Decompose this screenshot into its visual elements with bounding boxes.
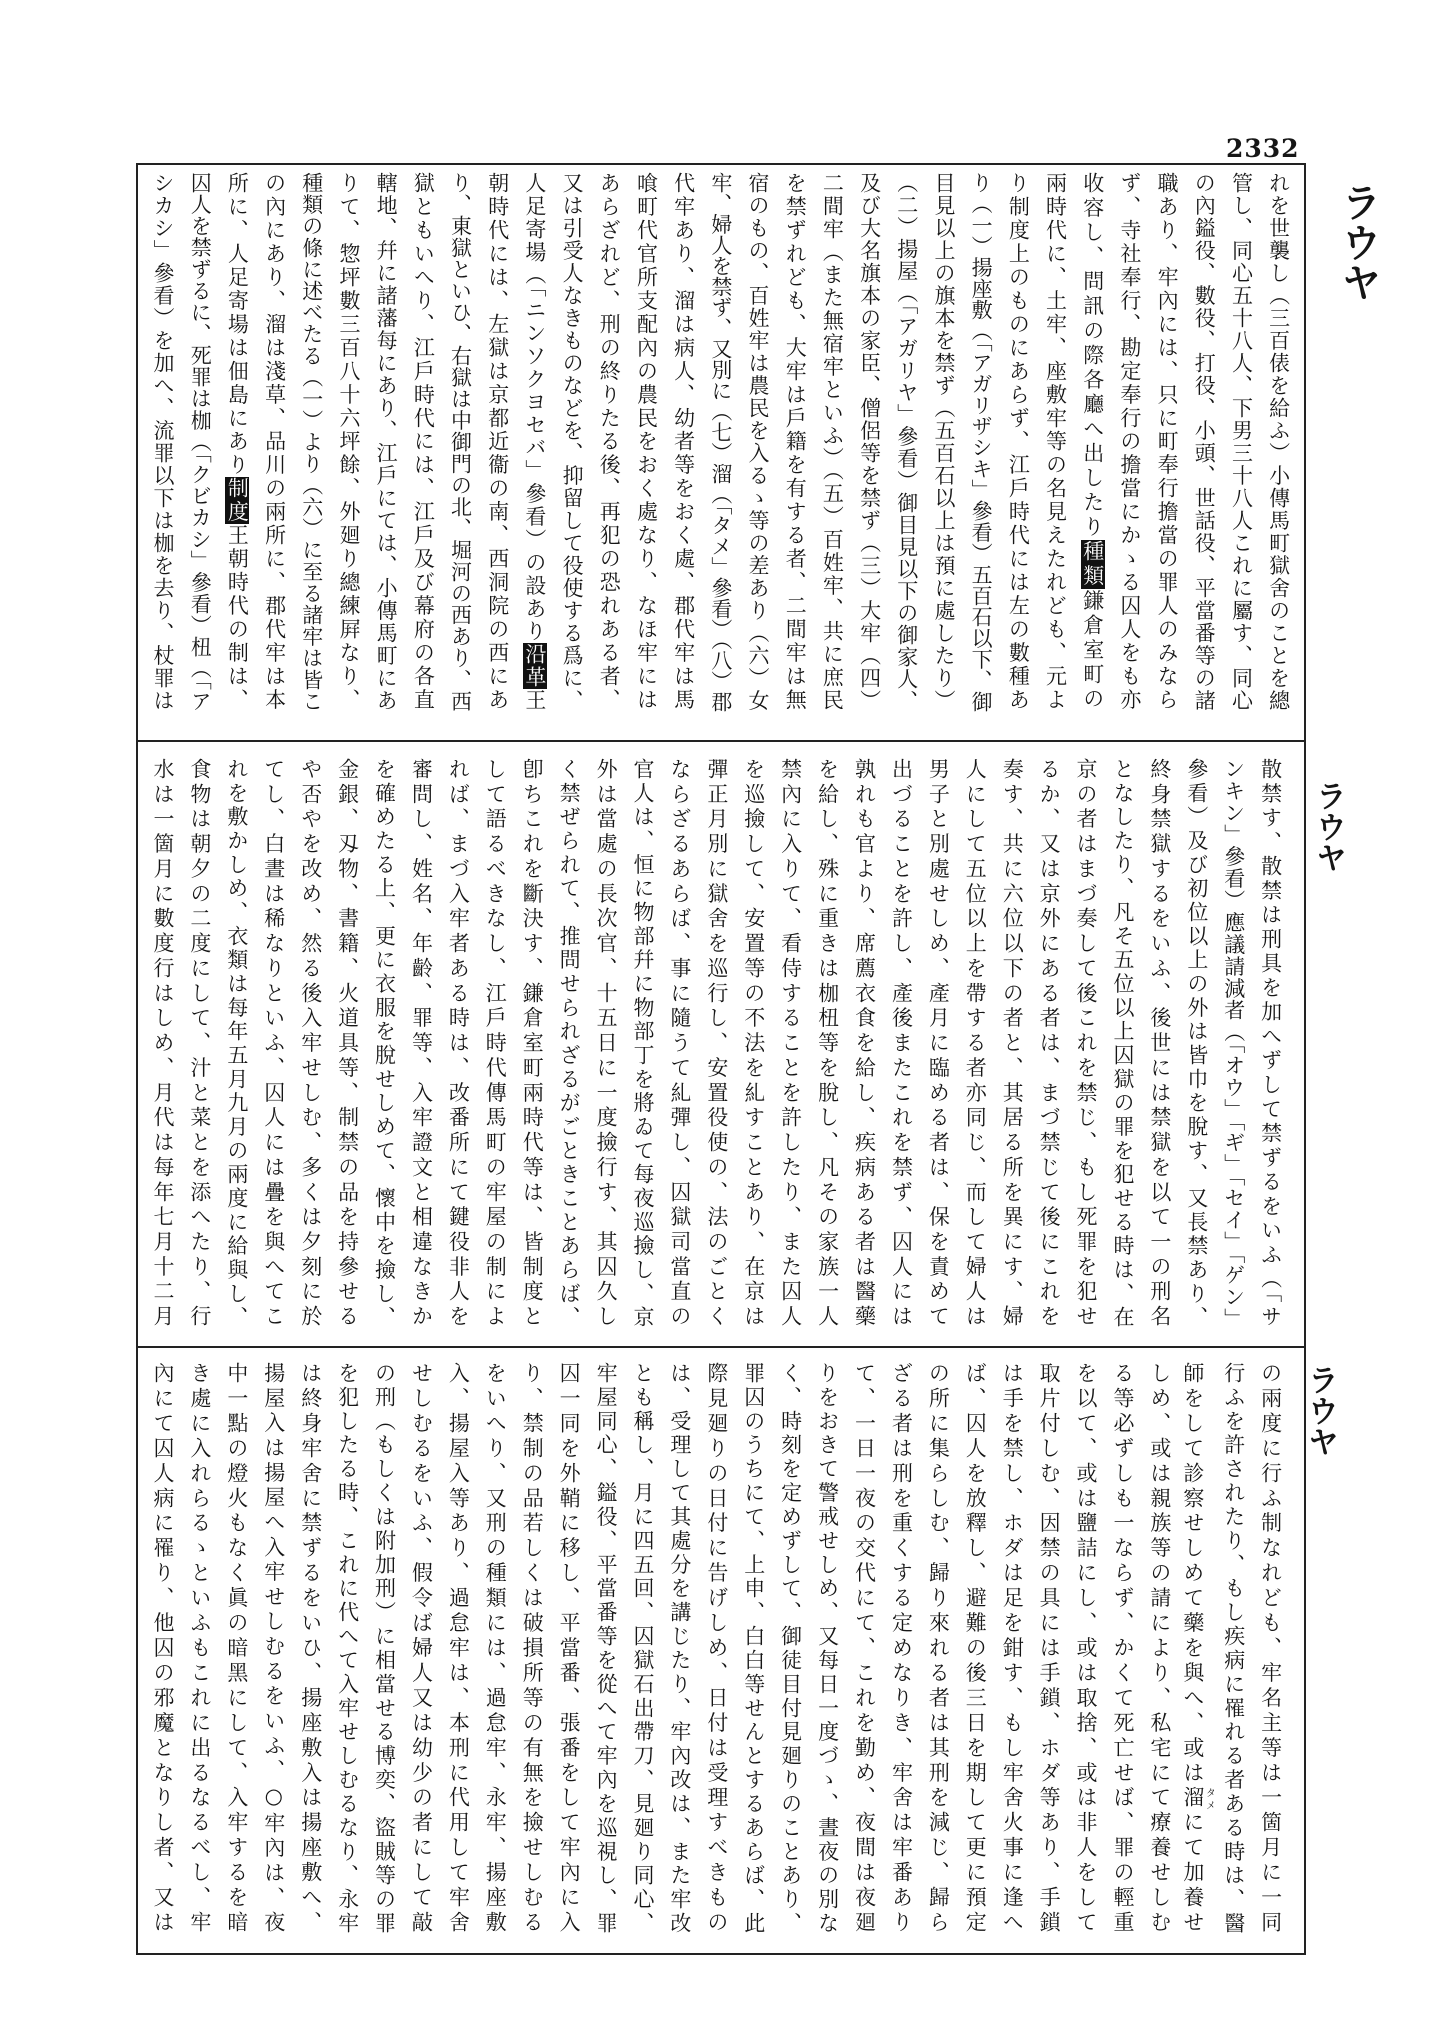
column-text — [816, 758, 840, 1330]
text-column — [921, 758, 955, 1332]
text-column — [848, 1362, 882, 1938]
text-run: の內にあり、溜は淺草、品川の兩所に、郡代牢は本 — [262, 172, 287, 712]
section-label: 種類 — [1080, 540, 1105, 590]
text-run: れを敷かしめ、衣類は每年五月九月の兩度に給與し、 — [224, 758, 249, 1330]
text-run: 外は當處の長次官、十五日に一度撿行す、其囚久し — [594, 758, 619, 1330]
text-column — [1106, 758, 1140, 1332]
text-run: 終身禁獄するをいふ、後世には禁獄を以て一の刑名 — [1147, 758, 1172, 1330]
column-text — [1000, 1362, 1024, 1936]
column-text — [597, 172, 621, 712]
text-column — [183, 1362, 217, 1938]
text-column — [774, 1362, 808, 1938]
text-run: 種類の條に述べたる（一）より（六）に至る諸牢は皆こ — [299, 172, 324, 712]
column-text — [188, 758, 212, 1330]
column-text — [151, 172, 175, 712]
section-label: 制度 — [225, 477, 250, 525]
column-text — [963, 1362, 987, 1936]
text-run: 揚屋入は揚屋へ入牢せしむるをいふ、○牢內は、夜 — [261, 1362, 286, 1936]
text-column — [1143, 1362, 1177, 1938]
text-run: 囚人を禁ずるに、死罪は枷（「クビカシ」參看）杻（「ア — [188, 172, 213, 712]
text-run: く禁ぜられて、推問せられざるがごときことあらば、 — [557, 758, 582, 1330]
text-column — [368, 758, 402, 1332]
column-text — [1074, 1362, 1098, 1936]
text-column — [441, 758, 475, 1332]
text-run: 罪囚のうちにて、上申、白白等せんとするあらば、此 — [741, 1362, 766, 1936]
text-run: 牢、婦人を禁ず、又別に（七）溜（「タメ」參看）（八）郡 — [708, 172, 733, 713]
text-column — [774, 758, 808, 1332]
column-text — [523, 172, 547, 712]
text-column — [700, 758, 734, 1332]
text-column — [555, 172, 589, 714]
column-text — [889, 758, 913, 1330]
column-text — [262, 758, 286, 1330]
column-text — [483, 758, 507, 1330]
text-column — [444, 172, 478, 714]
text-run: り、禁制の品若しくは破損所等の有無を撿せしむる — [520, 1362, 545, 1936]
text-column — [220, 172, 254, 714]
text-column — [478, 1362, 512, 1938]
text-column — [1032, 1362, 1066, 1938]
text-run: 代牢あり、溜は病人、幼者等をおく處、郡代牢は馬 — [671, 172, 696, 712]
text-column — [737, 758, 771, 1332]
column-text — [449, 172, 473, 712]
column-text — [779, 1362, 803, 1936]
text-run: をいへり、又刑の種類には、過怠牢、永牢、揚座敷 — [483, 1362, 508, 1936]
text-run: 師をして診察せしめて藥を與へ、或は — [1180, 1362, 1205, 1787]
column-text — [594, 1362, 618, 1936]
ruby-word — [1180, 1786, 1214, 1812]
text-run: り、東獄といひ、右獄は中御門の北、堀河の西あり、西 — [448, 172, 473, 712]
text-run: ざる者は刑を重くする定めなりき、牢舍は牢番あり — [889, 1362, 914, 1936]
column-text — [374, 172, 398, 712]
text-column — [1032, 758, 1066, 1332]
text-run: （二）揚屋（「アガリヤ」參看）御目見以下の御家人、 — [894, 172, 919, 712]
column-text — [373, 758, 397, 1330]
text-run: 收容し、問訊の際各廳へ出したり — [1080, 172, 1105, 541]
column-text — [299, 758, 323, 1330]
text-column — [515, 1362, 549, 1938]
text-column — [257, 758, 291, 1332]
column-text — [742, 1362, 766, 1936]
column-text — [225, 1362, 249, 1936]
text-run: は、受理して其處分を講じたり、牢內改は、また牢改 — [667, 1362, 692, 1936]
column-text — [225, 172, 249, 712]
text-column — [1217, 1362, 1251, 1938]
text-run: 官人は、恒に物部幷に物部丁を將ゐて每夜巡撿し、京 — [630, 758, 655, 1330]
text-run: は手を禁し、ホダは足を鉗す、もし牢舍火事に逢へ — [1000, 1362, 1025, 1936]
text-run: り（一）揚座敷（「アガリザシキ」參看）五百石以下、御 — [969, 172, 994, 712]
section-label: 沿革 — [522, 643, 547, 690]
text-column — [294, 1362, 328, 1938]
column-text — [705, 758, 729, 1330]
text-column — [958, 1362, 992, 1938]
column-text — [1155, 172, 1179, 712]
column-text — [779, 758, 803, 1330]
text-column — [1039, 172, 1073, 714]
text-run: を禁ずれども、大牢は戶籍を有する者、二間牢は無 — [783, 172, 808, 712]
text-run: 囚一同を外鞘に移し、平當番、張番をして牢內に入 — [557, 1362, 582, 1936]
text-run: シカシ」參看）を加へ、流罪以下は枷を去り、杖罪は — [151, 172, 175, 712]
text-run: 禁內に入りて、看侍することを許したり、また囚人 — [778, 758, 803, 1330]
text-column — [884, 758, 918, 1332]
column-text — [926, 1362, 950, 1936]
text-column — [552, 758, 586, 1332]
column-text — [1259, 758, 1283, 1330]
text-column — [368, 1362, 402, 1938]
ruby-reading: タメ — [1203, 1786, 1214, 1812]
text-run: を確めたる上、更に衣服を脫せしめて、懷中を撿し、 — [372, 758, 397, 1330]
text-column — [778, 172, 812, 714]
text-run: 喰町代官所支配內の農民をおく處なり、なほ牢には — [634, 172, 659, 712]
column-text — [705, 1362, 729, 1936]
text-run: 朝時代には、左獄は京都近衞の南、西洞院の西にあ — [485, 172, 510, 712]
column-text — [1229, 172, 1253, 712]
text-run: 奏す、共に六位以下の者と、其居る所を異にす、婦 — [1000, 758, 1025, 1330]
text-column — [1254, 1362, 1288, 1938]
text-run: 宿のもの、百姓牢は農民を入るゝ等の差あり（六）女 — [746, 172, 770, 712]
text-run: 食物は朝夕の二度にして、汁と菜とを添へたり、行 — [187, 758, 212, 1330]
column-text — [1074, 758, 1098, 1330]
column-text — [858, 172, 882, 712]
column-text — [1148, 1362, 1172, 1936]
text-run: て、一日一夜の交代にて、これを勤め、夜間は夜廻 — [852, 1362, 877, 1936]
text-run: 人足寄場（「ニンソクヨセバ」參看）の設あり — [522, 172, 547, 644]
column-text — [594, 758, 618, 1330]
column-text — [853, 758, 877, 1330]
text-run: 行ふを許されたり、もし疾病に罹れる者ある時は、醫 — [1221, 1362, 1246, 1936]
text-run: 人にして五位以上を帶する者亦同じ、而して婦人は — [963, 758, 988, 1330]
text-column — [1106, 1362, 1140, 1938]
text-run: 取片付しむ、因禁の具には手鎖、ホダ等あり、手鎖 — [1037, 1362, 1062, 1936]
column-text — [783, 172, 807, 712]
text-run: 金銀、刄物、書籍、火道具等、制禁の品を持參せる — [335, 758, 360, 1330]
column-text — [889, 1362, 913, 1936]
text-column — [1180, 1362, 1214, 1938]
text-column — [663, 758, 697, 1332]
text-run: 水は一箇月に數度行はしめ、月代は每年七月十二月 — [151, 758, 175, 1330]
band-divider — [136, 1346, 1306, 1348]
text-column — [146, 1362, 180, 1938]
column-text — [709, 172, 733, 712]
text-run: 職あり、牢內には、只に町奉行擔當の罪人のみなら — [1155, 172, 1180, 712]
column-text — [373, 1362, 397, 1936]
text-run: 中一點の燈火もなく眞の暗黑にして、入牢するを暗 — [224, 1362, 249, 1936]
text-column — [1001, 172, 1035, 714]
text-run: を給し、殊に重きは枷杻等を脫し、凡その家族一人 — [815, 758, 840, 1330]
text-run: を犯したる時、これに代へて入牢せしむるなり、永牢 — [335, 1362, 360, 1936]
column-text — [631, 1362, 655, 1936]
text-run: 轄地、幷に諸藩每にあり、江戶にては、小傳馬町にあ — [374, 172, 399, 712]
column-text — [188, 172, 212, 712]
column-text — [1222, 758, 1246, 1330]
column-text — [634, 172, 658, 712]
column-text — [411, 172, 435, 712]
text-column — [404, 1362, 438, 1938]
text-run: 孰れも官より、席薦衣食を給し、疾病ある者は醫藥 — [852, 758, 877, 1330]
text-column — [515, 758, 549, 1332]
text-column — [183, 758, 217, 1332]
column-text — [483, 1362, 507, 1936]
page-number: 2332 — [1226, 134, 1300, 163]
section-header: ラウヤ — [1310, 780, 1346, 873]
text-column — [369, 172, 403, 714]
text-run: 入、揚屋入等あり、過怠牢は、本刑に代用して牢舍 — [446, 1362, 471, 1936]
column-text — [1037, 758, 1061, 1330]
band-divider — [136, 740, 1306, 742]
text-run: る等必ずしも一ならず、かくて死亡せば、罪の輕重 — [1110, 1362, 1135, 1936]
text-column — [629, 172, 663, 714]
column-text — [300, 172, 324, 712]
text-column — [592, 172, 626, 714]
text-column — [1150, 172, 1184, 714]
text-column — [1069, 758, 1103, 1332]
text-column — [1069, 1362, 1103, 1938]
text-run: れば、まづ入牢者ある時は、改番所にて鍵役非人を — [446, 758, 471, 1330]
text-column — [589, 758, 623, 1332]
text-run: 卽ちこれを斷決す、鎌倉室町兩時代等は、皆制度と — [520, 758, 545, 1330]
column-text — [1081, 172, 1105, 712]
text-run: 鎌倉室町の — [1080, 589, 1105, 713]
text-column — [332, 172, 366, 714]
column-text — [668, 1362, 692, 1936]
column-text — [1148, 758, 1172, 1330]
text-column — [848, 758, 882, 1332]
text-run: を以て、或は鹽詰にし、或は取捨、或は非人をして — [1074, 1362, 1099, 1936]
column-text — [409, 1362, 433, 1936]
column-text — [299, 1362, 323, 1936]
text-column — [146, 758, 180, 1332]
text-column — [1113, 172, 1147, 714]
text-column — [258, 172, 292, 714]
text-run: 參看）及び初位以上の外は皆巾を脫す、又長禁あり、 — [1184, 758, 1209, 1330]
column-text — [1259, 1362, 1283, 1936]
text-run: 內にて囚人病に罹り、他囚の邪魔となりし者、又は — [151, 1362, 175, 1936]
text-column — [921, 1362, 955, 1938]
section-header: ラウヤ — [1302, 1364, 1338, 1457]
text-column — [1180, 758, 1214, 1332]
column-text — [1006, 172, 1030, 712]
text-run: 又は引受人なきものなどを、抑留して役使する爲に、 — [560, 172, 585, 712]
column-text — [409, 758, 433, 1330]
text-column — [667, 172, 701, 714]
text-run: 獄ともいへり、江戶時代には、江戶及び幕府の各直 — [411, 172, 436, 712]
column-text — [963, 758, 987, 1330]
text-run: 及び大名旗本の家臣、僧侶等を禁ず（三）大牢（四） — [857, 172, 882, 712]
text-band-top — [146, 172, 1296, 714]
text-column — [1187, 172, 1221, 714]
text-column — [927, 172, 961, 714]
column-text — [560, 172, 584, 712]
text-column — [295, 172, 329, 714]
text-column — [478, 758, 512, 1332]
text-run: しめ、或は親族等の請により、私宅にて療養せしむ — [1147, 1362, 1172, 1936]
column-text — [926, 758, 950, 1330]
text-column — [815, 172, 849, 714]
text-column — [741, 172, 775, 714]
text-run: 二間牢（また無宿牢といふ）（五）百姓牢、共に庶民 — [820, 172, 845, 712]
text-column — [995, 758, 1029, 1332]
column-text — [1180, 1362, 1214, 1937]
text-column — [146, 172, 180, 714]
text-run: 散禁す、散禁は刑具を加へずして禁ずるをいふ（「サ — [1258, 758, 1283, 1330]
text-column — [1076, 172, 1110, 714]
text-run: 際見廻りの日付に告げしめ、日付は受理すべきもの — [704, 1362, 729, 1936]
text-column — [220, 1362, 254, 1938]
text-column — [626, 758, 660, 1332]
text-run: あらざれど、刑の終りたる後、再犯の恐れある者、 — [597, 172, 622, 712]
text-column — [294, 758, 328, 1332]
text-column — [331, 1362, 365, 1938]
text-run: 王朝時代の制は、 — [225, 524, 250, 713]
text-column — [964, 172, 998, 714]
column-text — [1222, 1362, 1246, 1936]
text-run: ならざるあらば、事に隨うて糺彈し、囚獄司當直の — [667, 758, 692, 1330]
column-text — [336, 758, 360, 1330]
text-column — [441, 1362, 475, 1938]
text-column — [257, 1362, 291, 1938]
text-run: ば、囚人を放釋し、避難の後三日を期して更に預定 — [963, 1362, 988, 1936]
text-run: せしむるをいふ、假令ば婦人又は幼少の者にして敲 — [409, 1362, 434, 1936]
column-text — [895, 172, 919, 712]
column-text — [853, 1362, 877, 1936]
column-text — [263, 172, 287, 712]
text-run: にて加養せ — [1180, 1811, 1205, 1937]
text-run: れを世襲し（三百俵を給ふ）小傳馬町獄舍のことを總 — [1266, 172, 1291, 712]
column-text — [520, 758, 544, 1330]
text-column — [1224, 172, 1258, 714]
column-text — [1044, 172, 1068, 712]
text-column — [704, 172, 738, 714]
text-run: 所に、人足寄場は佃島にあり — [225, 172, 250, 478]
column-text — [816, 1362, 840, 1936]
text-run: を巡撿して、安置等の不法を糺すことあり、在京は — [741, 758, 766, 1330]
text-column — [626, 1362, 660, 1938]
text-column — [1217, 758, 1251, 1332]
text-run: り制度上のものにあらず、江戶時代には左の數種あ — [1006, 172, 1031, 712]
text-column — [589, 1362, 623, 1938]
text-run: の內鎰役、數役、打役、小頭、世話役、平當番等の諸 — [1192, 172, 1217, 712]
column-text — [557, 1362, 581, 1936]
text-column — [958, 758, 992, 1332]
text-run: りをおきて警戒せしめ、又每日一度づゝ、晝夜の別な — [815, 1362, 840, 1936]
text-run: 管し、同心五十八人、下男三十八人これに屬す、同心 — [1229, 172, 1254, 712]
text-run: ンキン」參看）應議請減者（「オウ」「ギ」「セイ」「ゲン」 — [1221, 758, 1246, 1330]
text-column — [183, 172, 217, 714]
column-text — [1111, 758, 1135, 1330]
column-text — [746, 172, 770, 712]
column-text — [1118, 172, 1142, 712]
text-column — [404, 758, 438, 1332]
text-run: 王 — [522, 689, 547, 712]
text-run: き處に入れらるゝといふもこれに出るなるべし、牢 — [187, 1362, 212, 1936]
text-run: 京の者はまづ奏して後これを禁じ、もし死罪を犯せ — [1074, 758, 1099, 1330]
text-column — [811, 758, 845, 1332]
column-text — [151, 758, 175, 1330]
column-text — [557, 758, 581, 1330]
column-text — [969, 172, 993, 712]
text-column — [663, 1362, 697, 1938]
text-run: とも稱し、月に四五回、囚獄石出帶刀、見廻り同心、 — [630, 1362, 655, 1936]
column-text — [1000, 758, 1024, 1330]
column-text — [1185, 758, 1209, 1330]
text-column — [518, 172, 552, 714]
text-run: く、時刻を定めずして、御徒目付見廻りのことあり、 — [778, 1362, 803, 1936]
column-text — [932, 172, 956, 712]
text-band-middle — [146, 758, 1288, 1332]
column-text — [446, 1362, 470, 1936]
text-run: るか、又は京外にある者は、まづ禁じて後にこれを — [1037, 758, 1062, 1330]
text-run: ず、寺社奉行、勘定奉行の擔當にかゝる囚人をも亦 — [1117, 172, 1142, 712]
text-run: てし、白晝は稀なりといふ、囚人には疊を與へてこ — [261, 758, 286, 1330]
text-run: 彈正月別に獄舍を巡行し、安置役使の、法のごとく — [704, 758, 729, 1330]
column-text — [225, 758, 249, 1330]
column-text — [188, 1362, 212, 1936]
text-column — [700, 1362, 734, 1938]
column-text — [1267, 172, 1291, 712]
column-text — [1037, 1362, 1061, 1936]
text-column — [331, 758, 365, 1332]
column-text — [336, 1362, 360, 1936]
column-text — [337, 172, 361, 712]
text-column — [406, 172, 440, 714]
text-column — [890, 172, 924, 714]
column-text — [1192, 172, 1216, 712]
column-text — [486, 172, 510, 712]
text-column — [737, 1362, 771, 1938]
text-run: は終身牢舍に禁ずるをいひ、揚座敷入は揚座敷へ、 — [298, 1362, 323, 1936]
text-run: 審問し、姓名、年齡、罪等、入牢證文と相違なきか — [409, 758, 434, 1330]
ruby-base: 溜 — [1180, 1786, 1205, 1812]
section-header: ラウヤ — [1335, 182, 1381, 302]
text-column — [1262, 172, 1296, 714]
text-band-bottom — [146, 1362, 1288, 1938]
column-text — [520, 1362, 544, 1936]
text-column — [552, 1362, 586, 1938]
text-column — [1143, 758, 1177, 1332]
text-run: や否やを改め、然る後入牢せしむ、多くは夕刻に於 — [298, 758, 323, 1330]
text-column — [1254, 758, 1288, 1332]
text-column — [220, 758, 254, 1332]
column-text — [668, 758, 692, 1330]
text-column — [853, 172, 887, 714]
text-run: の刑（もしくは附加刑）に相當せる博奕、盜賊等の罪 — [372, 1362, 397, 1936]
text-column — [995, 1362, 1029, 1938]
text-run: の兩度に行ふ制なれども、牢名主等は一箇月に一同 — [1258, 1362, 1283, 1936]
text-run: して語るべきなし、江戶時代傳馬町の牢屋の制によ — [483, 758, 508, 1330]
column-text — [742, 758, 766, 1330]
text-column — [811, 1362, 845, 1938]
column-text — [446, 758, 470, 1330]
column-text — [820, 172, 844, 712]
text-run: 牢屋同心、鎰役、平當番等を從へて牢內を巡視し、罪 — [594, 1362, 619, 1936]
text-run: 出づることを許し、產後またこれを禁ず、囚人には — [889, 758, 914, 1330]
text-column — [481, 172, 515, 714]
column-text — [151, 1362, 175, 1936]
text-run: 男子と別處せしめ、產月に臨める者は、保を責めて — [926, 758, 951, 1330]
text-run: 目見以上の旗本を禁ず（五百石以上は預に處したり） — [931, 172, 956, 712]
text-run: の所に集らしむ、歸り來れる者は其刑を減じ、歸ら — [926, 1362, 951, 1936]
text-run: 兩時代に、土牢、座敷牢等の名見えたれども、元よ — [1043, 172, 1068, 712]
text-run: となしたり、凡そ五位以上囚獄の罪を犯せる時は、在 — [1110, 758, 1135, 1330]
text-column — [884, 1362, 918, 1938]
text-run: りて、惣坪數三百八十六坪餘、外廻り總練屛なり、 — [336, 172, 361, 712]
column-text — [672, 172, 696, 712]
column-text — [262, 1362, 286, 1936]
column-text — [1111, 1362, 1135, 1936]
column-text — [631, 758, 655, 1330]
